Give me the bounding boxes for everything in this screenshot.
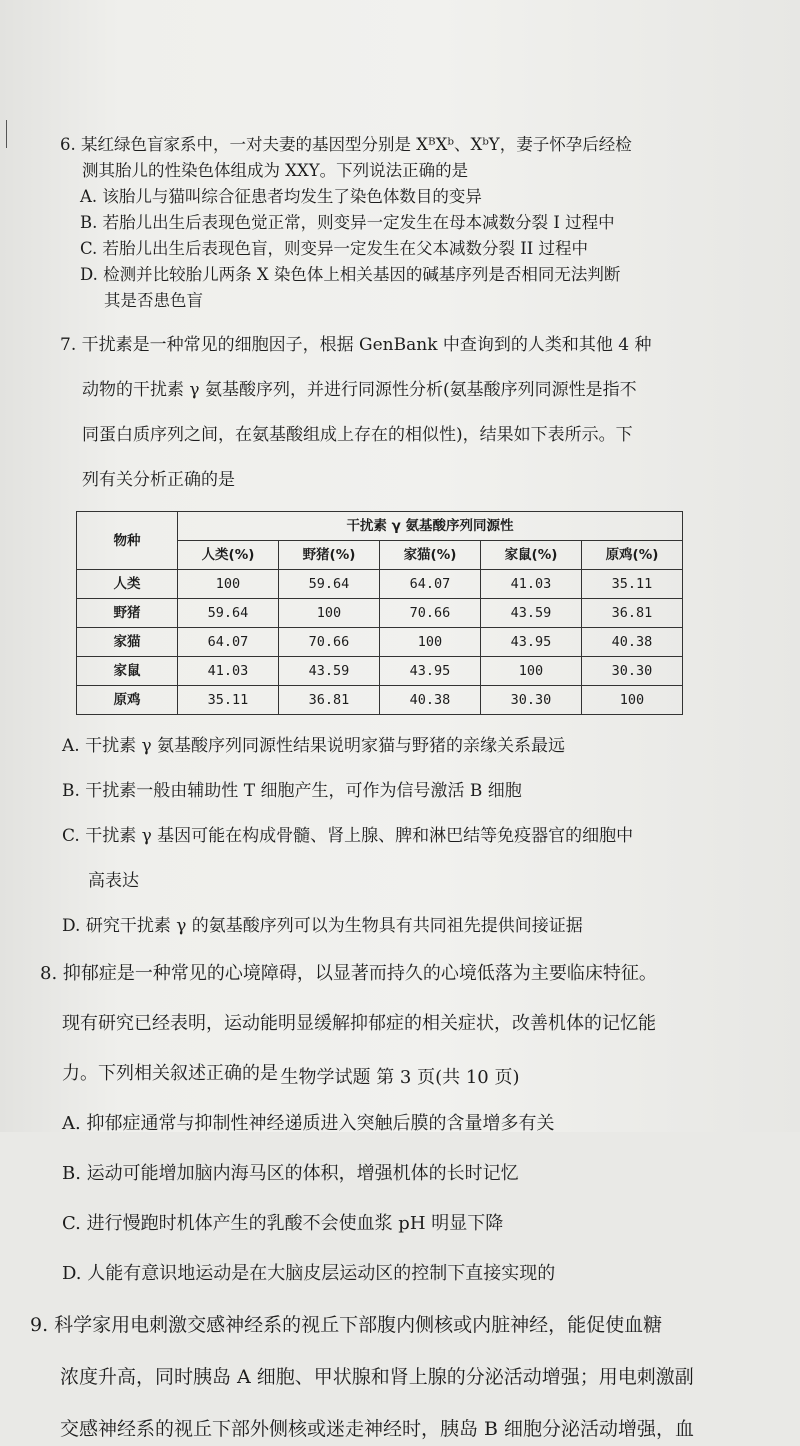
q9-stem-line-3: 交感神经系的视丘下部外侧核或迷走神经时，胰岛 B 细胞分泌活动增强，血: [60, 1418, 695, 1440]
table-cell: 100: [380, 628, 481, 657]
row-label: 家猫: [77, 628, 178, 657]
q6-stem-line-2: 测其胎儿的性染色体组成为 XXY。下列说法正确的是: [82, 161, 469, 180]
table-cell: 35.11: [582, 570, 683, 599]
q6-option-d: D. 检测并比较胎儿两条 X 染色体上相关基因的碱基序列是否相同无法判断: [80, 265, 621, 284]
table-row: [77, 599, 683, 628]
table-cell: 59.64: [279, 570, 380, 599]
column-header: 人类(%): [178, 541, 279, 570]
q7-option-a: A. 干扰素 γ 氨基酸序列同源性结果说明家猫与野猪的亲缘关系最远: [62, 736, 566, 756]
q8-stem-line-1: 8. 抑郁症是一种常见的心境障碍，以显著而持久的心境低落为主要临床特征。: [40, 963, 657, 984]
q7-stem-line-2: 动物的干扰素 γ 氨基酸序列，并进行同源性分析(氨基酸序列同源性是指不: [82, 380, 637, 400]
table-cell: 43.95: [481, 628, 582, 657]
q8-stem-line-2: 现有研究已经表明，运动能明显缓解抑郁症的相关症状，改善机体的记忆能: [62, 1013, 656, 1034]
table-cell: 35.11: [178, 686, 279, 715]
table-cell: 100: [481, 657, 582, 686]
column-header: 家猫(%): [380, 541, 481, 570]
table-row: [77, 628, 683, 657]
page-footer: 生物学试题 第 3 页(共 10 页): [280, 1067, 520, 1088]
q6-option-c: C. 若胎儿出生后表现色盲，则变异一定发生在父本减数分裂 II 过程中: [80, 239, 589, 258]
table-cell: 64.07: [178, 628, 279, 657]
table-cell: 100: [178, 570, 279, 599]
q8-option-d: D. 人能有意识地运动是在大脑皮层运动区的控制下直接实现的: [62, 1263, 556, 1284]
table-cell: 30.30: [481, 686, 582, 715]
column-header: 原鸡(%): [582, 541, 683, 570]
q6-option-b: B. 若胎儿出生后表现色觉正常，则变异一定发生在母本减数分裂 I 过程中: [80, 213, 615, 232]
q8-option-a: A. 抑郁症通常与抑制性神经递质进入突触后膜的含量增多有关: [62, 1113, 555, 1134]
table-cell: 64.07: [380, 570, 481, 599]
table-cell: 30.30: [582, 657, 683, 686]
table-cell: 40.38: [582, 628, 683, 657]
table-cell: 70.66: [380, 599, 481, 628]
row-label: 原鸡: [77, 686, 178, 715]
q9-stem-line-1: 9. 科学家用电刺激交感神经系的视丘下部腹内侧核或内脏神经，能促使血糖: [30, 1314, 663, 1336]
table-cell: 41.03: [481, 570, 582, 599]
q7-option-c: C. 干扰素 γ 基因可能在构成骨髓、肾上腺、脾和淋巴结等免疫器官的细胞中: [62, 826, 634, 846]
q6-option-d-cont: 其是否患色盲: [104, 291, 203, 310]
table-cell: 43.59: [279, 657, 380, 686]
question-7: [60, 331, 760, 940]
table-cell: 36.81: [582, 599, 683, 628]
table-row: [77, 570, 683, 599]
row-label: 人类: [77, 570, 178, 599]
table-cell: 43.95: [380, 657, 481, 686]
table-row: [77, 657, 683, 686]
row-label: 家鼠: [77, 657, 178, 686]
q7-stem-line-3: 同蛋白质序列之间，在氨基酸组成上存在的相似性)，结果如下表所示。下: [82, 425, 633, 445]
group-header: 干扰素 γ 氨基酸序列同源性: [178, 512, 683, 541]
table-cell: 43.59: [481, 599, 582, 628]
row-label: 野猪: [77, 599, 178, 628]
table-row: [77, 686, 683, 715]
column-header: 野猪(%): [279, 541, 380, 570]
table-cell: 36.81: [279, 686, 380, 715]
q7-stem-line-1: 7. 干扰素是一种常见的细胞因子，根据 GenBank 中查询到的人类和其他 4 种: [60, 335, 652, 355]
question-6: [60, 132, 760, 314]
q7-stem-line-4: 列有关分析正确的是: [82, 470, 235, 490]
column-header: 家鼠(%): [481, 541, 582, 570]
question-8: [40, 958, 760, 1290]
table-cell: 100: [279, 599, 380, 628]
table-cell: 59.64: [178, 599, 279, 628]
page-edge-mark: [6, 120, 7, 148]
table-cell: 40.38: [380, 686, 481, 715]
table-cell: 41.03: [178, 657, 279, 686]
question-9: [30, 1309, 760, 1446]
table-cell: 70.66: [279, 628, 380, 657]
homology-table: [76, 511, 683, 715]
q9-stem-line-2: 浓度升高，同时胰岛 A 细胞、甲状腺和肾上腺的分泌活动增强；用电刺激副: [60, 1366, 694, 1388]
table-cell: 100: [582, 686, 683, 715]
q8-option-b: B. 运动可能增加脑内海马区的体积，增强机体的长时记忆: [62, 1163, 519, 1184]
q6-option-a: A. 该胎儿与猫叫综合征患者均发生了染色体数目的变异: [80, 187, 482, 206]
q7-option-d: D. 研究干扰素 γ 的氨基酸序列可以为生物具有共同祖先提供间接证据: [62, 916, 583, 936]
q6-stem-line-1: 6. 某红绿色盲家系中，一对夫妻的基因型分别是 XᴮXᵇ、XᵇY，妻子怀孕后经检: [60, 135, 632, 154]
species-header: 物种: [77, 512, 178, 570]
q8-stem-line-3: 力。下列相关叙述正确的是: [62, 1063, 278, 1084]
q7-option-c-cont: 高表达: [88, 871, 139, 891]
q8-option-c: C. 进行慢跑时机体产生的乳酸不会使血浆 pH 明显下降: [62, 1213, 504, 1234]
q7-option-b: B. 干扰素一般由辅助性 T 细胞产生，可作为信号激活 B 细胞: [62, 781, 522, 801]
